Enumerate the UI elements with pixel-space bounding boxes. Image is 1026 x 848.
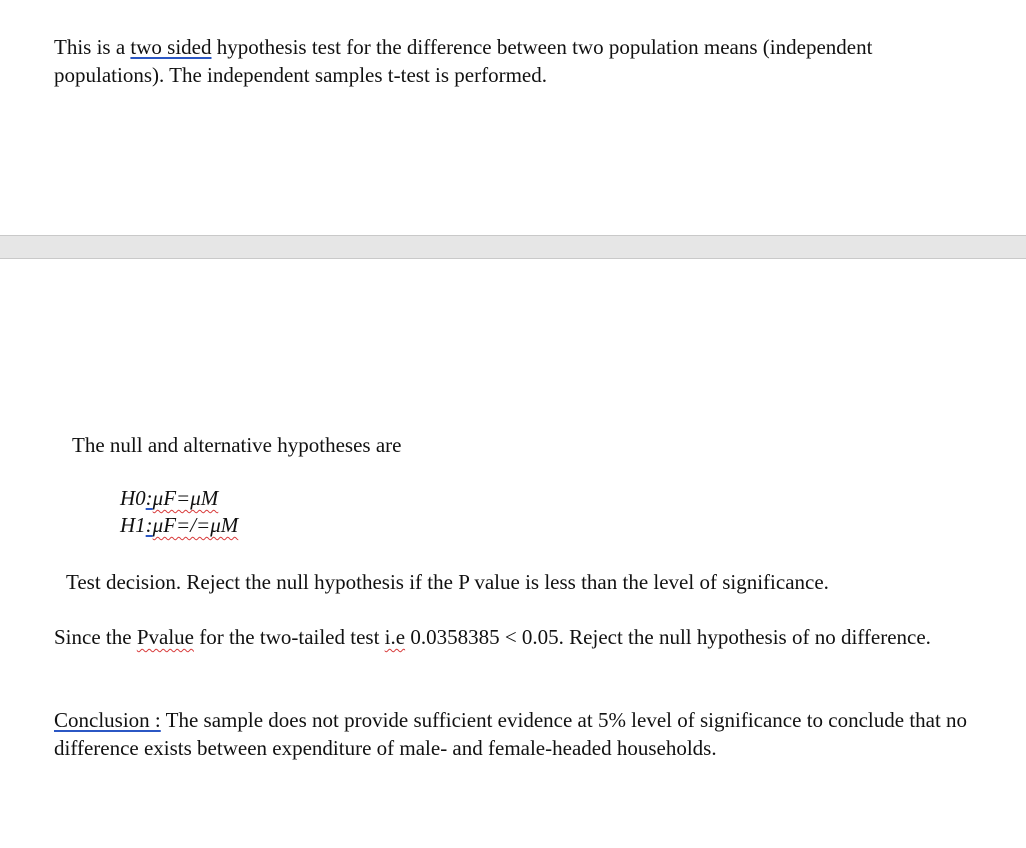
h1-expression: μF=/=μM <box>152 513 239 537</box>
result-text-middle: for the two-tailed test <box>193 625 385 649</box>
h0-expression: μF=μM <box>152 486 219 510</box>
conclusion-paragraph <box>54 706 984 762</box>
intro-text-end: hypothesis test for the difference between two population means (independent populations). The independent samples t-test is performed. <box>54 35 873 87</box>
two-sided-underlined-text: two sided <box>130 35 212 59</box>
page-break-separator <box>0 235 1026 259</box>
h0-separator: : <box>145 486 153 510</box>
alternative-hypothesis <box>120 512 238 539</box>
h0-label: H0 <box>120 486 146 510</box>
result-text-end: 0.0358385 < 0.05. Reject the null hypothesis of no difference. <box>405 625 931 649</box>
h1-label: H1 <box>120 513 146 537</box>
conclusion-label: Conclusion : <box>54 708 161 732</box>
intro-paragraph <box>54 33 934 89</box>
hypotheses-heading: The null and alternative hypotheses are <box>72 433 402 457</box>
h1-separator: : <box>145 513 153 537</box>
decision-rule-paragraph: Test decision. Reject the null hypothesis if the P value is less than the level of significance. <box>66 570 829 594</box>
conclusion-text: The sample does not provide sufficient evidence at 5% level of significance to conclude that no difference exists between expenditure of male- and female-headed households. <box>54 708 968 760</box>
result-text-start: Since the <box>54 625 137 649</box>
ie-word: i.e <box>384 625 406 649</box>
pvalue-word: Pvalue <box>136 625 194 649</box>
result-paragraph <box>54 623 994 651</box>
intro-text-start: This is a <box>54 35 131 59</box>
document-page-1 <box>0 0 1026 235</box>
null-hypothesis <box>120 485 218 512</box>
